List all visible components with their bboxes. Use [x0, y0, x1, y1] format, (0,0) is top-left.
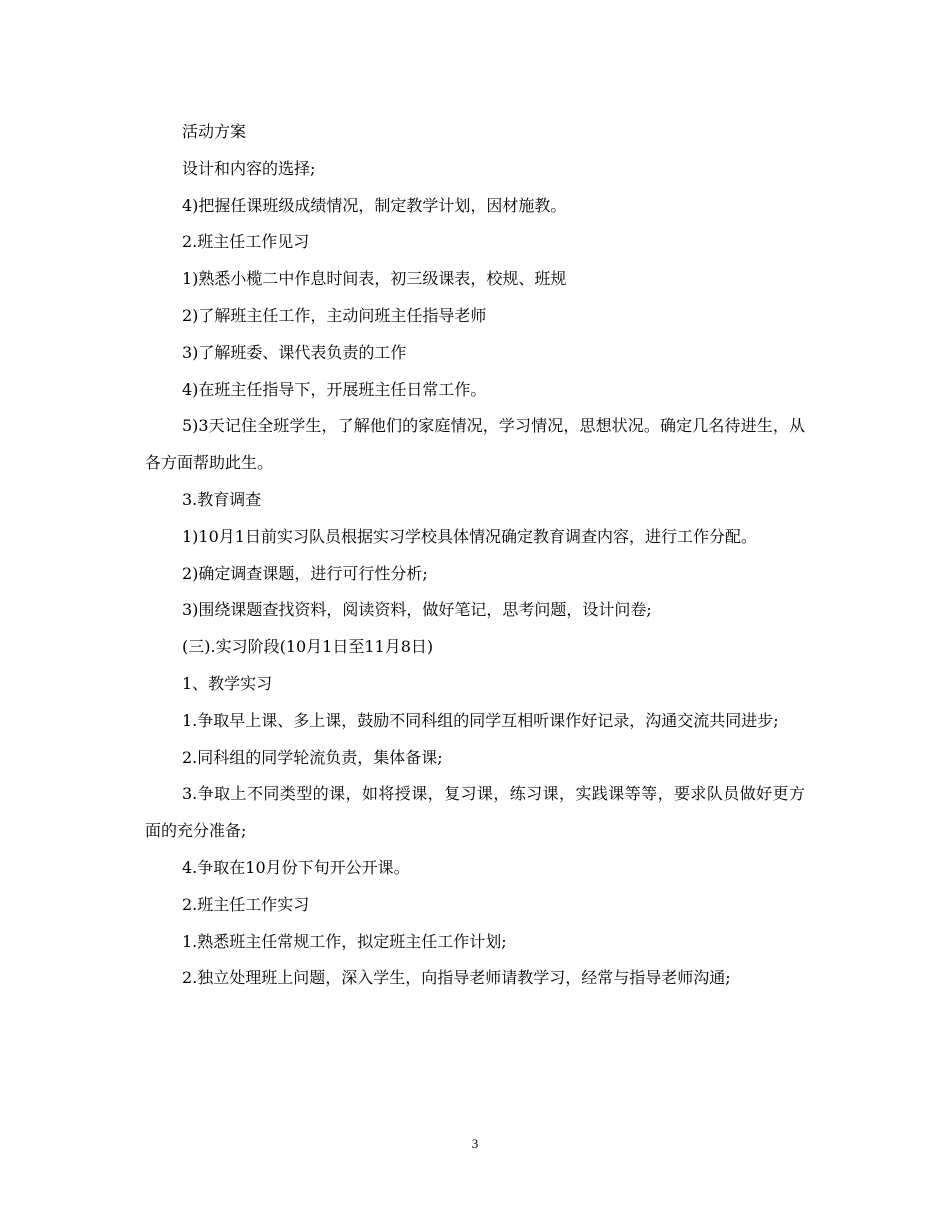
paragraph: 2.班主任工作实习	[182, 894, 310, 914]
paragraph: 1)熟悉小榄二中作息时间表，初三级课表，校规、班规	[182, 269, 567, 289]
paragraph: 1.争取早上课、多上课，鼓励不同科组的同学互相听课作好记录，沟通交流共同进步;	[182, 710, 779, 730]
paragraph: 1)10月1日前实习队员根据实习学校具体情况确定教育调查内容，进行工作分配。	[182, 526, 757, 546]
paragraph: 2.同科组的同学轮流负责，集体备课;	[182, 747, 443, 767]
paragraph: 3.教育调查	[182, 489, 262, 509]
paragraph: 2.独立处理班上问题，深入学生，向指导老师请教学习，经常与指导老师沟通;	[182, 968, 731, 988]
paragraph: 设计和内容的选择;	[182, 158, 316, 178]
paragraph: 2)了解班主任工作，主动问班主任指导老师	[182, 305, 487, 325]
paragraph: 3.争取上不同类型的课，如将授课，复习课，练习课，实践课等等，要求队员做好更方面的充分准备;	[145, 784, 805, 841]
paragraph: 4)在班主任指导下，开展班主任日常工作。	[182, 379, 487, 399]
paragraph: (三).实习阶段(10月1日至11月8日)	[182, 637, 434, 657]
paragraph: 5)3天记住全班学生，了解他们的家庭情况，学习情况，思想状况。确定几名待进生，从各方面帮助此生。	[145, 416, 805, 473]
paragraph: 2.班主任工作见习	[182, 232, 310, 252]
paragraph: 1、教学实习	[182, 673, 273, 693]
paragraph: 3)了解班委、课代表负责的工作	[182, 342, 407, 362]
paragraph: 活动方案	[182, 122, 247, 141]
paragraph: 1.熟悉班主任常规工作，拟定班主任工作计划;	[182, 931, 507, 951]
page-number: 3	[471, 1136, 479, 1151]
paragraph: 4)把握任课班级成绩情况，制定教学计划，因材施教。	[182, 195, 567, 215]
paragraph: 4.争取在10月份下旬开公开课。	[182, 857, 410, 877]
paragraph: 3)围绕课题查找资料，阅读资料，做好笔记，思考问题，设计问卷;	[182, 600, 652, 620]
document-body	[145, 114, 805, 997]
paragraph: 2)确定调查课题，进行可行性分析;	[182, 563, 428, 583]
